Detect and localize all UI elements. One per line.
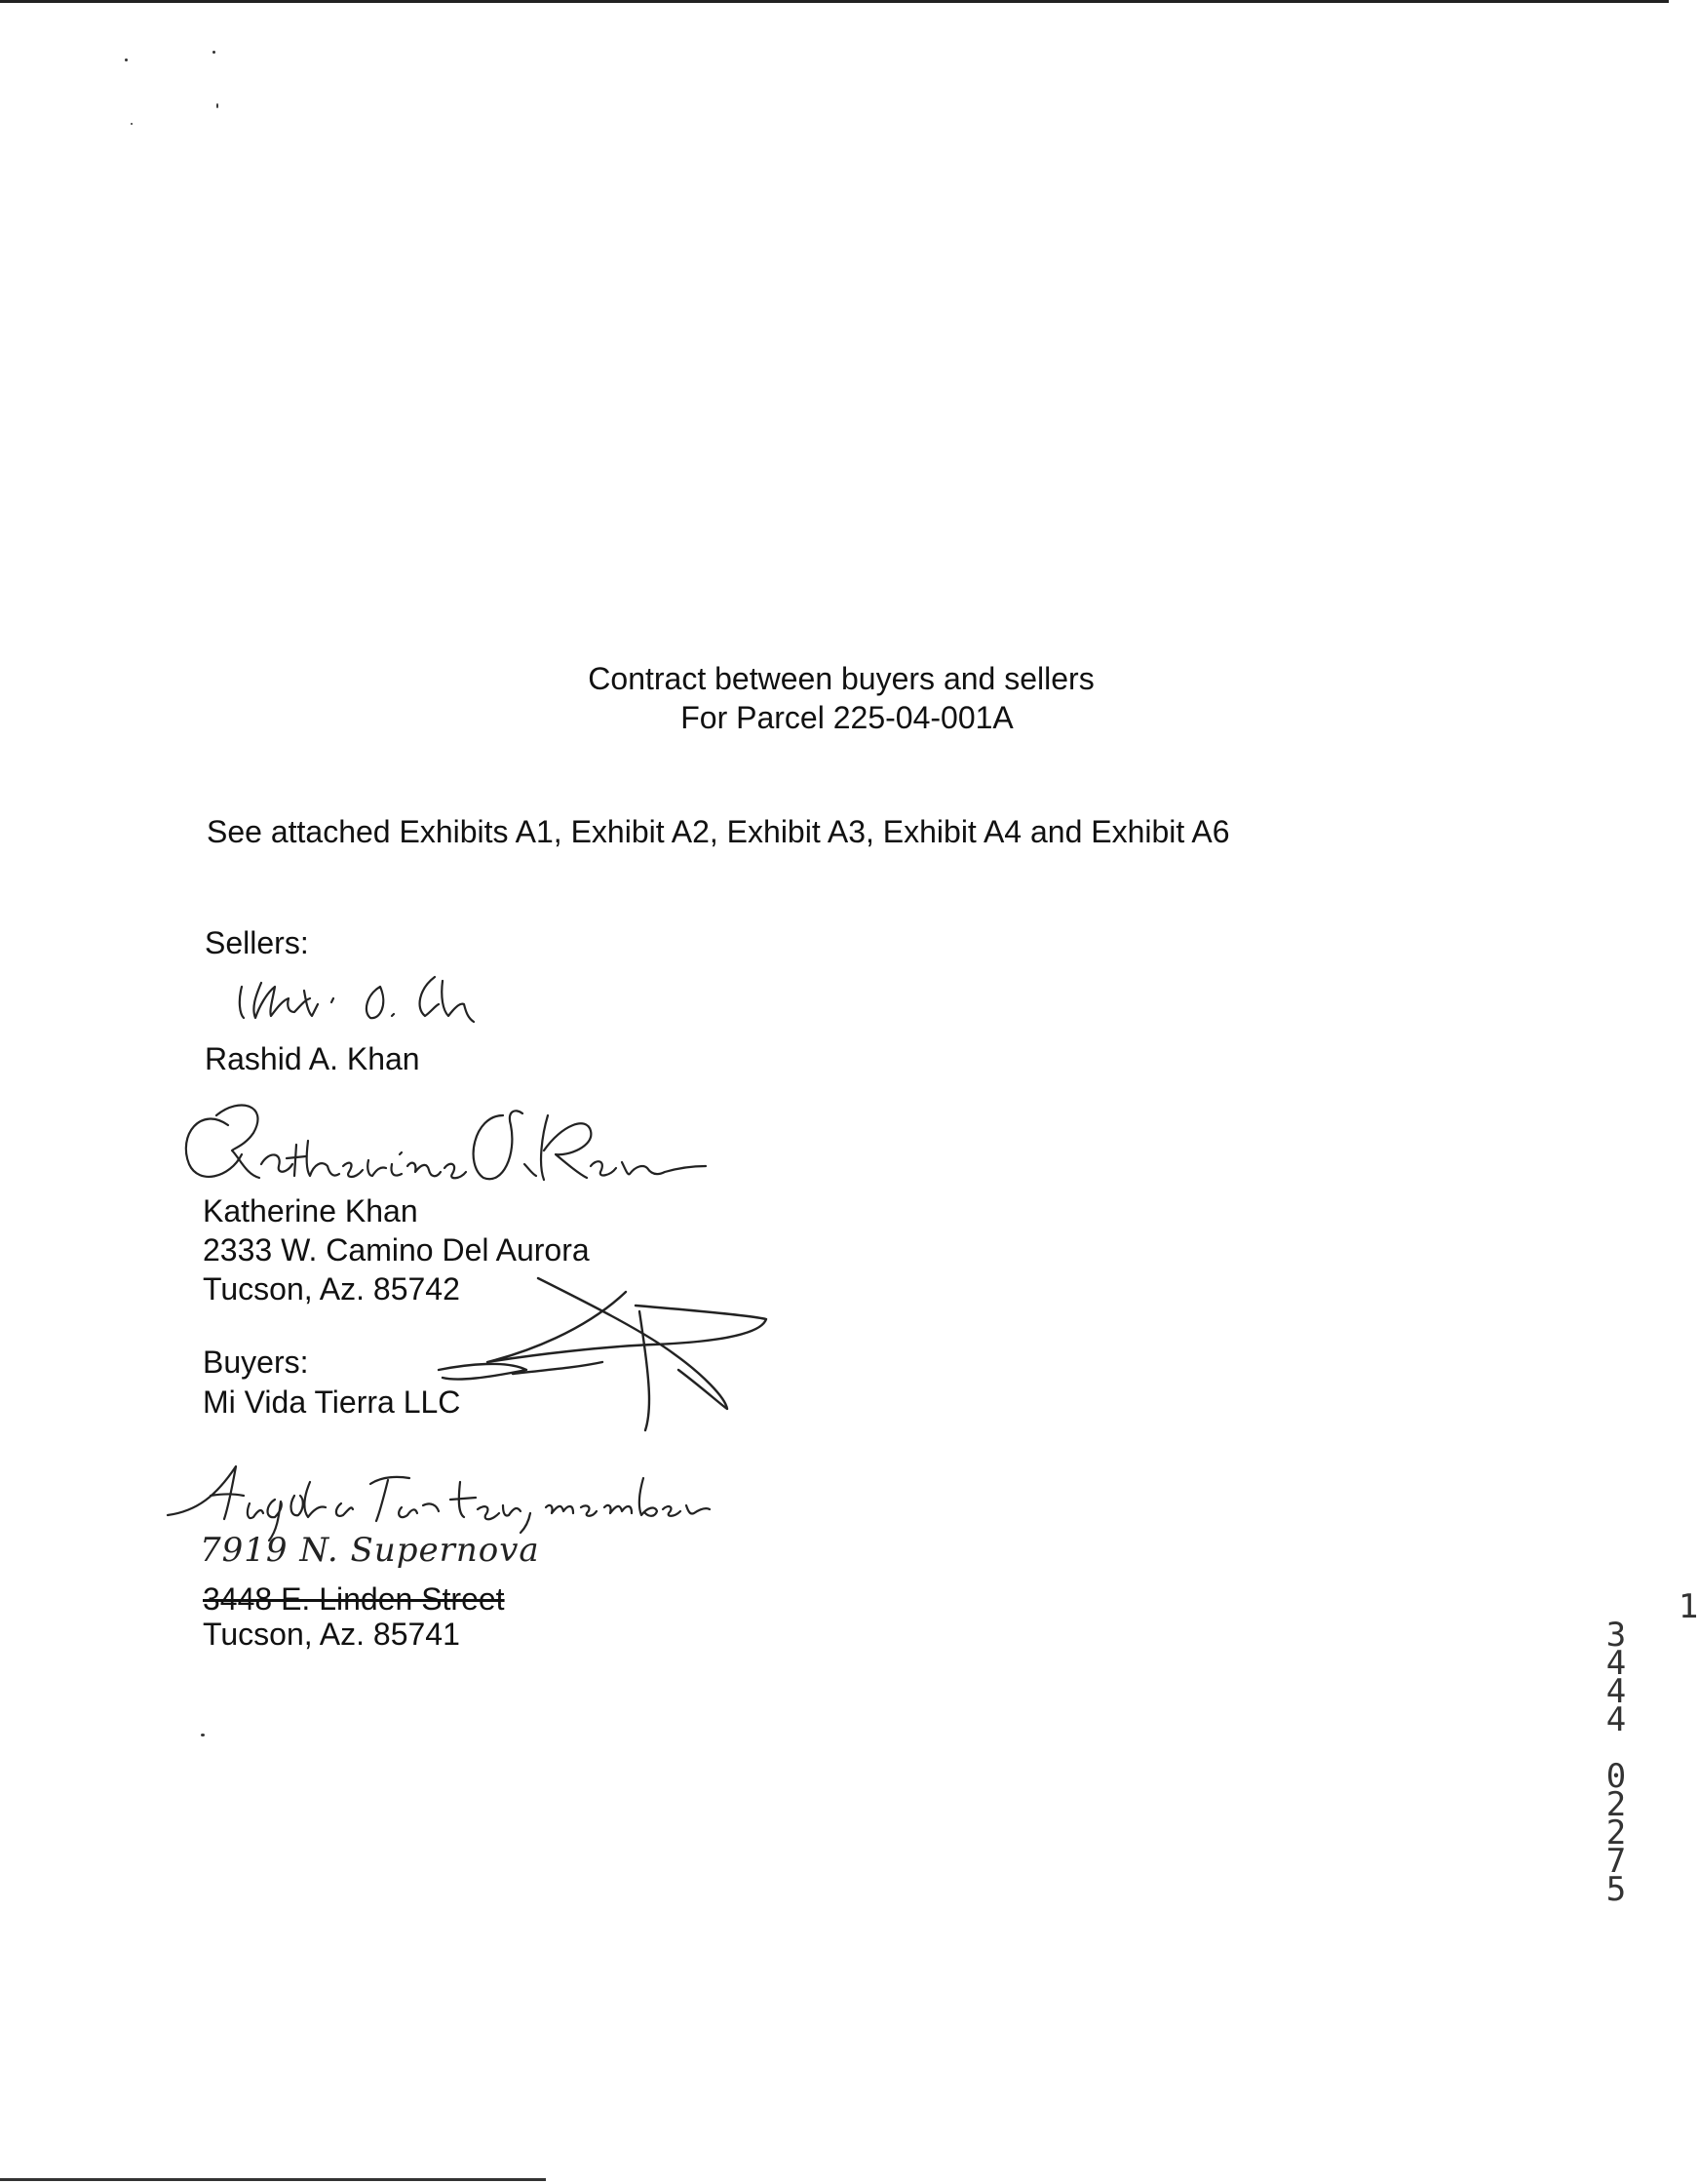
scan-speck xyxy=(201,1734,205,1736)
seller1-name: Rashid A. Khan xyxy=(205,1041,420,1076)
sellers-label: Sellers: xyxy=(205,925,309,960)
document-stamp-number xyxy=(1599,1565,1698,1932)
scan-edge-bottom xyxy=(0,2178,546,2181)
buyer-address-line2: Tucson, Az. 85741 xyxy=(203,1617,460,1652)
scan-speck xyxy=(131,123,133,125)
seller2-address-line2: Tucson, Az. 85742 xyxy=(203,1271,460,1306)
buyer-company-name: Mi Vida Tierra LLC xyxy=(203,1384,461,1420)
scan-speck xyxy=(212,51,215,54)
document-subtitle-parcel: For Parcel 225-04-001A xyxy=(680,700,1014,735)
scan-speck xyxy=(125,58,128,61)
scan-speck xyxy=(216,103,218,108)
seller2-name: Katherine Khan xyxy=(203,1193,418,1228)
exhibits-line: See attached Exhibits A1, Exhibit A2, Exhibit A3, Exhibit A4 and Exhibit A6 xyxy=(207,814,1230,849)
buyer-address-line1-struck: 3448 E. Linden Street xyxy=(203,1581,505,1617)
document-stamp-number-text: 1 3 4 4 4 0 2 2 7 5 xyxy=(1605,1587,1698,1909)
document-title: Contract between buyers and sellers xyxy=(588,661,1095,696)
buyers-label: Buyers: xyxy=(203,1345,309,1380)
seller1-signature xyxy=(234,948,487,1035)
scribble-mark xyxy=(419,1272,780,1438)
buyer-handwritten-address: 7919 N. Supernova xyxy=(200,1531,540,1570)
seller2-address-line1: 2333 W. Camino Del Aurora xyxy=(203,1232,590,1268)
scan-edge-top xyxy=(0,0,1669,3)
seller2-signature xyxy=(181,1096,708,1203)
